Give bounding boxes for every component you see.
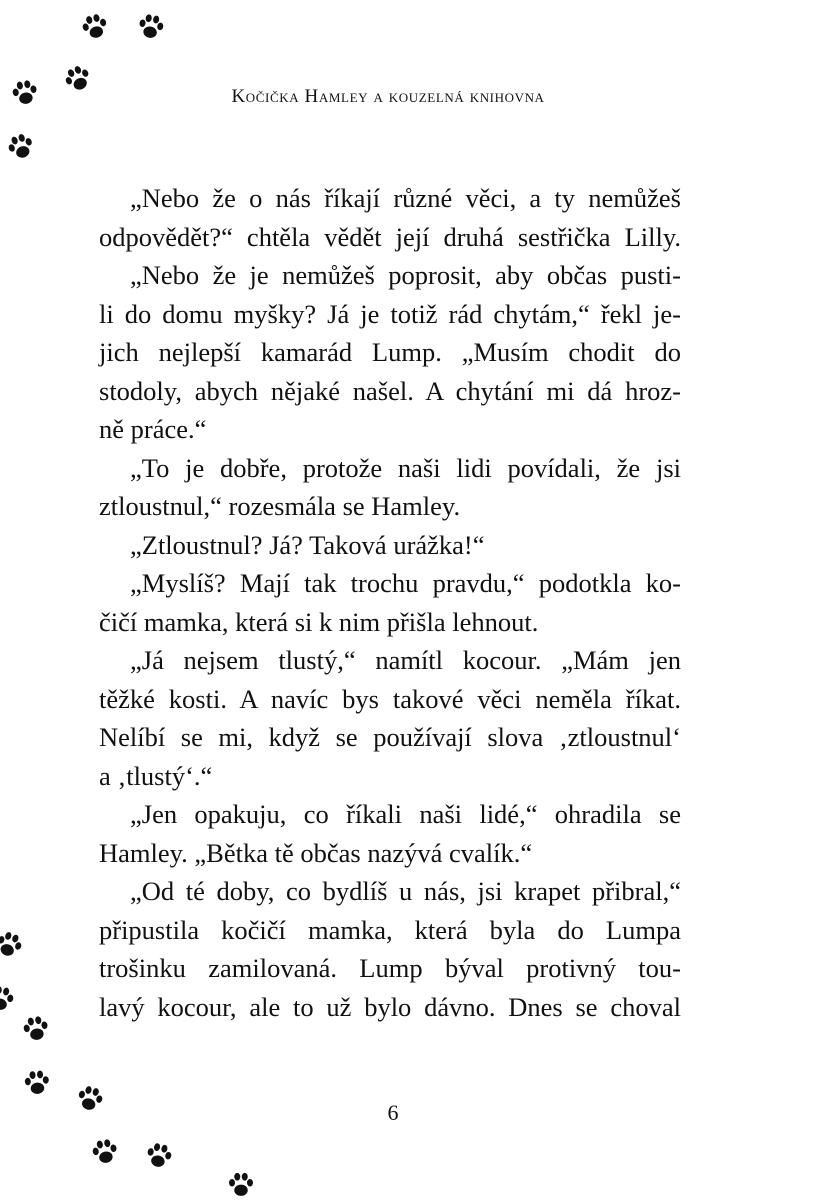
paw-print-icon: [134, 10, 169, 45]
text-line: lavý kocour, ale to už bylo dávno. Dnes se choval: [99, 991, 681, 1022]
body-text: [99, 179, 681, 1026]
text-line: „Nebo že o nás říkají různé věci, a ty nemůžeš: [130, 183, 681, 213]
text-line: li do domu myšky? Já je totiž rád chytám,“ řekl je-: [99, 298, 681, 329]
text-line: „Jen opakuju, co říkali naši lidé,“ ohradila se: [130, 799, 681, 829]
page-number: 6: [387, 1100, 399, 1125]
text-line: Nelíbí se mi, když se používají slova ‚ztloustnul‘: [99, 722, 681, 752]
text-line: odpovědět?“ chtěla vědět její druhá sestřička Lilly.: [99, 221, 681, 252]
paw-print-icon: [226, 1170, 256, 1200]
text-line: a ‚tlustý‘.“: [99, 760, 213, 791]
text-line: „Myslíš? Mají tak trochu pravdu,“ podotkla ko-: [130, 568, 681, 598]
text-line: stodoly, abych nějaké našel. A chytání mi dá hroz-: [99, 375, 681, 406]
text-line: Hamley. „Bětka tě občas nazývá cvalík.“: [99, 837, 533, 868]
text-line: ztloustnul,“ rozesmála se Hamley.: [99, 491, 461, 521]
text-line: těžké kosti. A navíc bys takové věci neměla říkat.: [99, 683, 681, 714]
text-line: „Nebo že je nemůžeš poprosit, aby občas pusti-: [130, 260, 681, 290]
paw-print-icon: [77, 9, 114, 46]
text-line: čičí mamka, která si k nim přišla lehnout.: [99, 606, 539, 637]
text-line: trošinku zamilovaná. Lump býval protivný tou-: [99, 953, 681, 983]
paw-print-icon: [0, 926, 28, 964]
paw-print-icon: [88, 1135, 123, 1170]
paw-print-icon: [21, 1067, 54, 1100]
text-line: jich nejlepší kamarád Lump. „Musím chodit do: [99, 337, 681, 367]
paw-print-icon: [2, 128, 40, 166]
text-line: „To je dobře, protože naši lidi povídali, že jsi: [130, 452, 681, 483]
text-line: „Od té doby, co bydlíš u nás, jsi krapet přibral,“: [130, 876, 681, 906]
text-line: „Ztloustnul? Já? Taková urážka!“: [130, 529, 485, 560]
paw-print-icon: [0, 982, 18, 1017]
paw-print-icon: [19, 1012, 54, 1047]
text-line: ně práce.“: [99, 414, 207, 444]
running-head: Kočička Hamley a kouzelná knihovna: [231, 86, 545, 107]
text-line: „Já nejsem tlustý,“ namítl kocour. „Mám jen: [130, 645, 681, 675]
paw-print-icon: [8, 76, 43, 111]
paw-print-icon: [141, 1138, 177, 1174]
text-line: připustila kočičí mamka, která byla do Lumpa: [99, 914, 681, 945]
